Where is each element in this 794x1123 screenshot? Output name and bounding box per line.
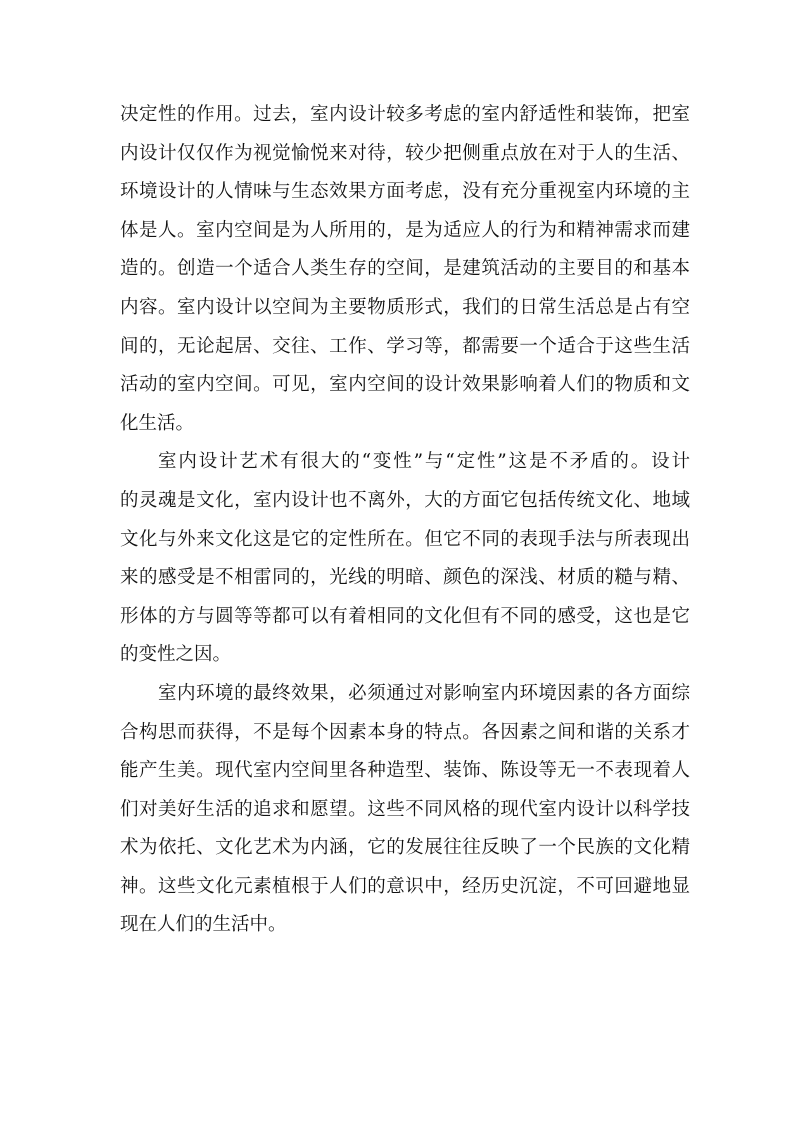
text-line: 术为依托、文化艺术为内涵，它的发展往往反映了一个民族的文化精 [120, 837, 690, 859]
text-line: 能产生美。现代室内空间里各种造型、装饰、陈设等无一不表现着人 [120, 760, 690, 782]
text-line: 间的，无论起居、交往、工作、学习等，都需要一个适合于这些生活 [120, 335, 690, 357]
text-line: 合构思而获得，不是每个因素本身的特点。各因素之间和谐的关系才 [120, 721, 690, 743]
text-line: 化生活。 [120, 412, 195, 434]
text-line: 造的。创造一个适合人类生存的空间，是建筑活动的主要目的和基本 [120, 258, 690, 280]
text-line: 现在人们的生活中。 [120, 914, 287, 936]
paragraph-3 [120, 675, 690, 945]
paragraph-1 [120, 96, 690, 443]
document-body [120, 96, 690, 945]
text-line: 文化与外来文化这是它的定性所在。但它不同的表现手法与所表现出 [120, 528, 690, 550]
text-line: 内容。室内设计以空间为主要物质形式，我们的日常生活总是占有空 [120, 296, 690, 318]
text-line: 体是人。室内空间是为人所用的，是为适应人的行为和精神需求而建 [120, 219, 690, 241]
text-line: 神。这些文化元素植根于人们的意识中，经历史沉淀，不可回避地显 [120, 875, 690, 897]
text-line: 环境设计的人情味与生态效果方面考虑，没有充分重视室内环境的主 [120, 181, 690, 203]
text-line: 室内设计艺术有很大的“变性”与“定性”这是不矛盾的。设计 [158, 451, 690, 473]
text-line: 形体的方与圆等等都可以有着相同的文化但有不同的感受，这也是它 [120, 605, 690, 627]
text-line: 的灵魂是文化，室内设计也不离外，大的方面它包括传统文化、地域 [120, 489, 690, 511]
text-line: 内设计仅仅作为视觉愉悦来对待，较少把侧重点放在对于人的生活、 [120, 142, 690, 164]
text-line: 室内环境的最终效果，必须通过对影响室内环境因素的各方面综 [158, 682, 690, 704]
text-line: 的变性之因。 [120, 644, 232, 666]
text-line: 来的感受是不相雷同的，光线的明暗、颜色的深浅、材质的糙与精、 [120, 567, 690, 589]
text-line: 们对美好生活的追求和愿望。这些不同风格的现代室内设计以科学技 [120, 798, 690, 820]
text-line: 活动的室内空间。可见，室内空间的设计效果影响着人们的物质和文 [120, 374, 690, 396]
text-line: 决定性的作用。过去，室内设计较多考虑的室内舒适性和装饰，把室 [120, 104, 690, 125]
paragraph-2 [120, 443, 690, 675]
